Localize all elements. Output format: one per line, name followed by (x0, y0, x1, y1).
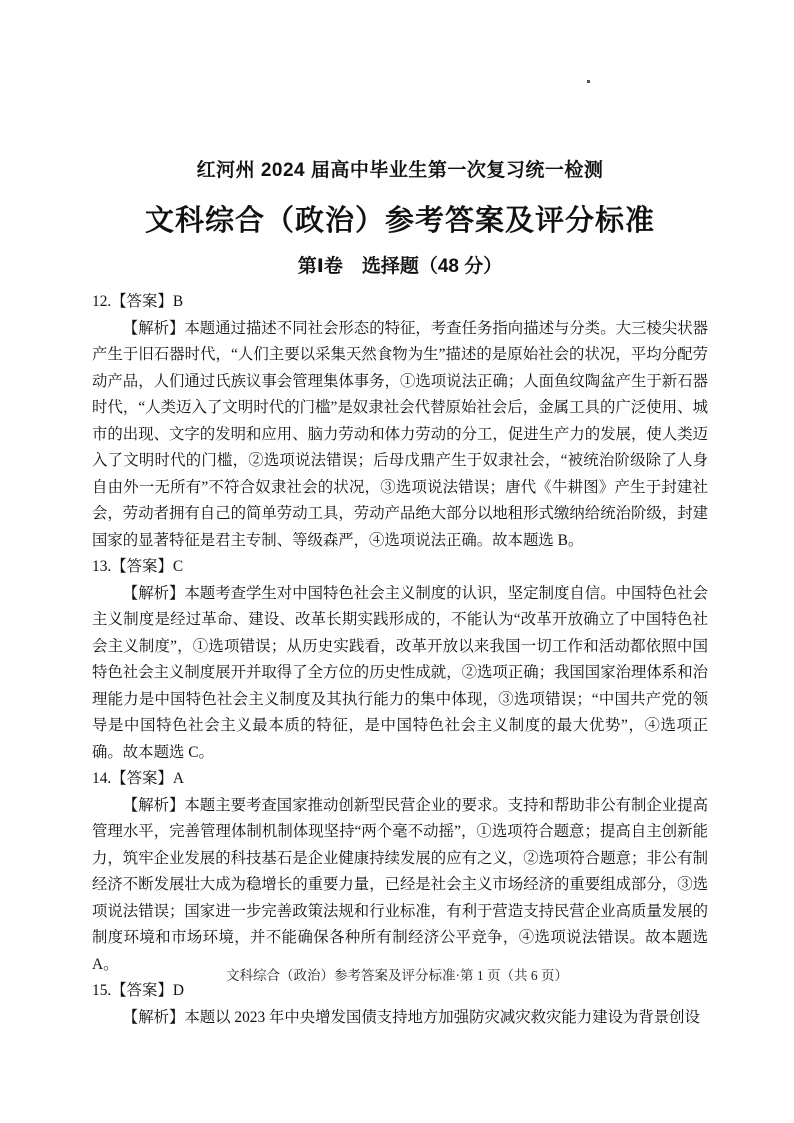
answer-line (92, 766, 708, 793)
question-number: 13. (92, 558, 112, 575)
stray-ink-dot (587, 80, 590, 83)
answer-line (92, 554, 708, 581)
question-block (92, 766, 708, 978)
explanation-text: 【解析】本题考查学生对中国特色社会主义制度的认识，坚定制度自信。中国特色社会主义制度是经过革命、建设、改革长期实践形成的，不能认为“改革开放确立了中国特色社会主义制度”，①选项错误；从历史实践看，改革开放以来我国一切工作和活动都依照中国特色社会主义制度展开并取得了全方位的历史性成就，②选项正确；我国国家治理体系和治理能力是中国特色社会主义制度及其执行能力的集中体现，③选项错误；“中国共产党的领导是中国特色社会主义最本质的特征，是中国特色社会主义制度的最大优势”，④选项正确。故本题选 C。 (92, 584, 708, 761)
answer-label: 【答案】 (111, 770, 173, 787)
page-footer: 文科综合（政治）参考答案及评分标准·第 1 页（共 6 页） (226, 968, 568, 983)
section-heading: 第Ⅰ卷 选择题（48 分） (297, 256, 503, 277)
page-content (92, 157, 708, 1031)
answer-value: D (172, 982, 184, 999)
answer-value: C (172, 558, 184, 575)
explanation-text: 【解析】本题以 2023 年中央增发国债支持地方加强防灾减灾救灾能力建设为背景创设 (122, 1008, 700, 1026)
page-title: 文科综合（政治）参考答案及评分标准 (144, 205, 655, 237)
answers-list (92, 289, 708, 1031)
question-block (92, 289, 708, 554)
question-number: 14. (92, 770, 112, 787)
answer-label: 【答案】 (111, 982, 173, 999)
answer-label: 【答案】 (111, 293, 173, 310)
answer-line (92, 289, 708, 316)
question-block (92, 554, 708, 766)
explanation-text: 【解析】本题主要考查国家推动创新型民营企业的要求。支持和帮助非公有制企业提高管理水平，完善管理体制机制体现坚持“两个毫不动摇”，①选项符合题意；提高自主创新能力，筑牢企业发展的科技基石是企业健康持续发展的应有之义，②选项符合题意；非公有制经济不断发展壮大成为稳增长的重要力量，已经是社会主义市场经济的重要组成部分，③选项说法错误；国家进一步完善政策法规和行业标准，有利于营造支持民营企业高质量发展的制度环境和市场环境，并不能确保各种所有制经济公平竞争，④选项说法错误。故本题选 A。 (92, 796, 708, 973)
explanation-text: 【解析】本题通过描述不同社会形态的特征，考查任务指向描述与分类。大三棱尖状器产生于旧石器时代，“人们主要以采集天然食物为生”描述的是原始社会的状况，平均分配劳动产品，人们通过氏族议事会管理集体事务，①选项说法正确；人面鱼纹陶盆产生于新石器时代，“人类迈入了文明时代的门槛”是奴隶社会代替原始社会后，金属工具的广泛使用、城市的出现、文字的发明和应用、脑力劳动和体力劳动的分工，促进生产力的发展，使人类迈入了文明时代的门槛，②选项说法错误；后母戊鼎产生于奴隶社会，“被统治阶级除了人身自由外一无所有”不符合奴隶社会的状况，③选项说法错误；唐代《牛耕图》产生于封建社会，劳动者拥有自己的简单劳动工具，劳动产品绝大部分以地租形式缴纳给统治阶级，封建国家的显著特征是君主专制、等级森严，④选项说法正确。故本题选 B。 (92, 319, 708, 549)
answer-label: 【答案】 (111, 558, 173, 575)
question-number: 12. (92, 293, 112, 310)
answer-value: B (172, 293, 184, 310)
answer-value: A (172, 770, 184, 787)
question-number: 15. (92, 982, 112, 999)
exam-header: 红河州 2024 届高中毕业生第一次复习统一检测 (196, 160, 604, 181)
